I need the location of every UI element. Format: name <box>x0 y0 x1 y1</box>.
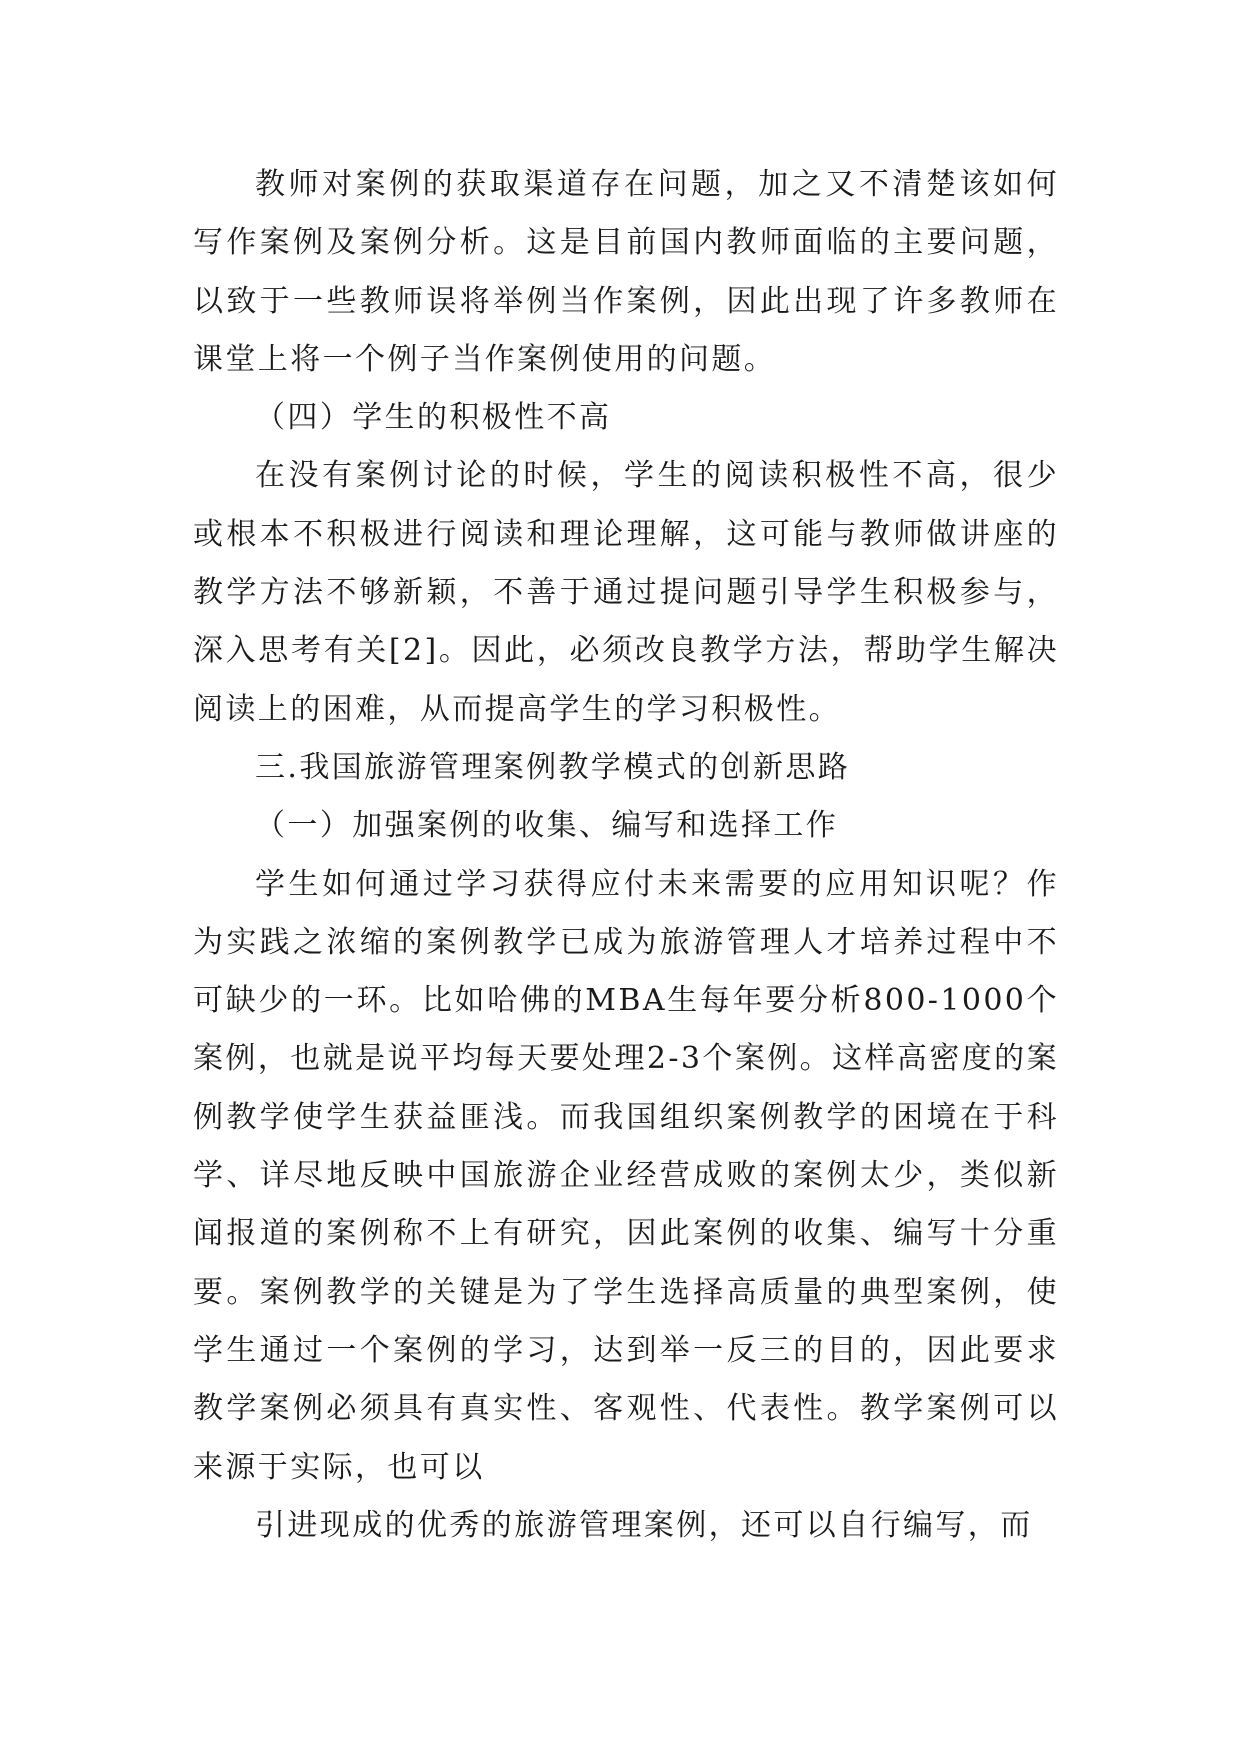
document-body <box>193 156 1059 1555</box>
paragraph-case-sourcing-continued: 引进现成的优秀的旅游管理案例，还可以自行编写，而 <box>255 1507 1033 1543</box>
paragraph-case-sources: 教师对案例的获取渠道存在问题，加之又不清楚该如何写作案例及案例分析。这是目前国内教师面临的主要问题，以致于一些教师误将举例当作案例，因此出现了许多教师在课堂上将一个例子当作案例使用的问题。 <box>193 167 1059 377</box>
section-heading-case-collection: （一）加强案例的收集、编写和选择工作 <box>255 808 839 844</box>
paragraph-reading-motivation: 在没有案例讨论的时候，学生的阅读积极性不高，很少或根本不积极进行阅读和理论理解，这可能与教师做讲座的教学方法不够新颖，不善于通过提问题引导学生积极参与，深入思考有关[2]。因此，必须改良教学方法，帮助学生解决阅读上的困难，从而提高学生的学习积极性。 <box>193 458 1059 727</box>
section-heading-student-motivation: （四）学生的积极性不高 <box>255 400 612 436</box>
chapter-heading-innovation: 三.我国旅游管理案例教学模式的创新思路 <box>255 749 851 785</box>
paragraph-case-teaching: 学生如何通过学习获得应付未来需要的应用知识呢？作为实践之浓缩的案例教学已成为旅游管理人才培养过程中不可缺少的一环。比如哈佛的MBA生每年要分析800-1000个案例，也就是说平均每天要处理2-3个案例。这样高密度的案例教学使学生获益匪浅。而我国组织案例教学的困境在于科学、详尽地反映中国旅游企业经营成败的案例太少，类似新闻报道的案例称不上有研究，因此案例的收集、编写十分重要。案例教学的关键是为了学生选择高质量的典型案例，使学生通过一个案例的学习，达到举一反三的目的，因此要求教学案例必须具有真实性、客观性、代表性。教学案例可以来源于实际，也可以 <box>193 866 1059 1485</box>
